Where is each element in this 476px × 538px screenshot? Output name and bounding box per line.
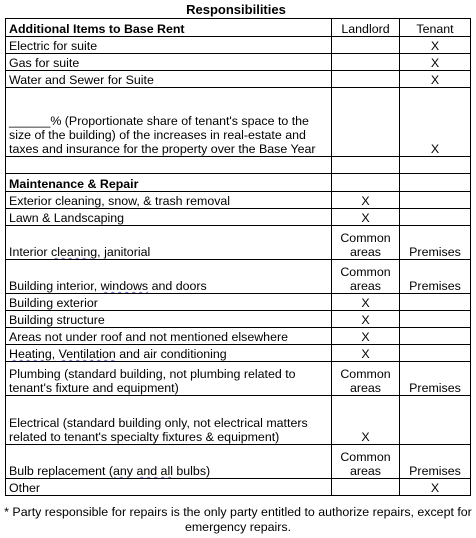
tenant-cell: X [400, 37, 471, 54]
table-row [6, 479, 471, 496]
landlord-cell: X [332, 209, 400, 226]
landlord-cell: Common areas [332, 260, 400, 294]
section-header-maintenance: Maintenance & Repair [6, 174, 332, 192]
empty-cell [332, 157, 400, 174]
item-cell: Building interior, windows and doors [6, 260, 332, 294]
table-row [6, 345, 471, 362]
table-row [6, 209, 471, 226]
tenant-cell: Premises [400, 362, 471, 396]
tenant-cell: X [400, 88, 471, 157]
item-cell: Plumbing (standard building, not plumbing related to tenant's fixture and equipment) [6, 362, 332, 396]
table-row [6, 328, 471, 345]
table-row [6, 37, 471, 54]
tenant-cell [400, 192, 471, 209]
landlord-cell: Common areas [332, 226, 400, 260]
item-cell: Bulb replacement (any and all bulbs) [6, 445, 332, 479]
table-row [6, 260, 471, 294]
item-cell: Interior cleaning, janitorial [6, 226, 332, 260]
tenant-cell [400, 345, 471, 362]
empty-cell [6, 157, 332, 174]
item-cell: Lawn & Landscaping [6, 209, 332, 226]
table-row [6, 396, 471, 445]
page-title: Responsibilities [186, 2, 286, 17]
tenant-cell: Premises [400, 260, 471, 294]
item-cell: Areas not under roof and not mentioned elsewhere [6, 328, 332, 345]
landlord-cell: X [332, 328, 400, 345]
tenant-cell [400, 294, 471, 311]
item-cell: Electric for suite [6, 37, 332, 54]
tenant-cell [400, 311, 471, 328]
item-cell: Building structure [6, 311, 332, 328]
table-row [6, 311, 471, 328]
header-item: Additional Items to Base Rent [6, 19, 332, 37]
table-row [6, 226, 471, 260]
item-cell: Water and Sewer for Suite [6, 71, 332, 88]
landlord-cell [332, 71, 400, 88]
section-header-row [6, 174, 471, 192]
item-cell: Exterior cleaning, snow, & trash removal [6, 192, 332, 209]
landlord-cell: X [332, 192, 400, 209]
header-landlord: Landlord [332, 19, 400, 37]
tenant-cell [400, 328, 471, 345]
landlord-cell: X [332, 396, 400, 445]
responsibilities-table [5, 18, 471, 496]
tenant-cell: Premises [400, 226, 471, 260]
landlord-cell: Common areas [332, 362, 400, 396]
table-row [6, 445, 471, 479]
table-row [6, 294, 471, 311]
landlord-cell: X [332, 294, 400, 311]
header-row [6, 19, 471, 37]
empty-cell [332, 174, 400, 192]
header-tenant: Tenant [400, 19, 471, 37]
landlord-cell [332, 88, 400, 157]
footnote: * Party responsible for repairs is the only party entitled to authorize repairs, except for emergency repairs. [4, 505, 472, 534]
spacer-row [6, 157, 471, 174]
empty-cell [400, 174, 471, 192]
landlord-cell: Common areas [332, 445, 400, 479]
tenant-cell: X [400, 71, 471, 88]
item-cell: Electrical (standard building only, not electrical matters related to tenant's specialty fixtures & equipment) [6, 396, 332, 445]
item-cell: Building exterior [6, 294, 332, 311]
item-cell: ______% (Proportionate share of tenant's space to the size of the building) of the increases in real-estate and taxes and insurance for the property over the Base Year [6, 88, 332, 157]
table-row [6, 362, 471, 396]
tenant-cell: X [400, 54, 471, 71]
item-cell: Gas for suite [6, 54, 332, 71]
tenant-cell [400, 209, 471, 226]
tenant-cell [400, 396, 471, 445]
tenant-cell: Premises [400, 445, 471, 479]
landlord-cell [332, 479, 400, 496]
landlord-cell [332, 54, 400, 71]
table-row [6, 54, 471, 71]
item-cell: Heating, Ventilation and air conditioning [6, 345, 332, 362]
item-cell: Other [6, 479, 332, 496]
table-row [6, 88, 471, 157]
landlord-cell: X [332, 345, 400, 362]
tenant-cell: X [400, 479, 471, 496]
landlord-cell [332, 37, 400, 54]
table-row [6, 192, 471, 209]
empty-cell [400, 157, 471, 174]
landlord-cell: X [332, 311, 400, 328]
table-row [6, 71, 471, 88]
